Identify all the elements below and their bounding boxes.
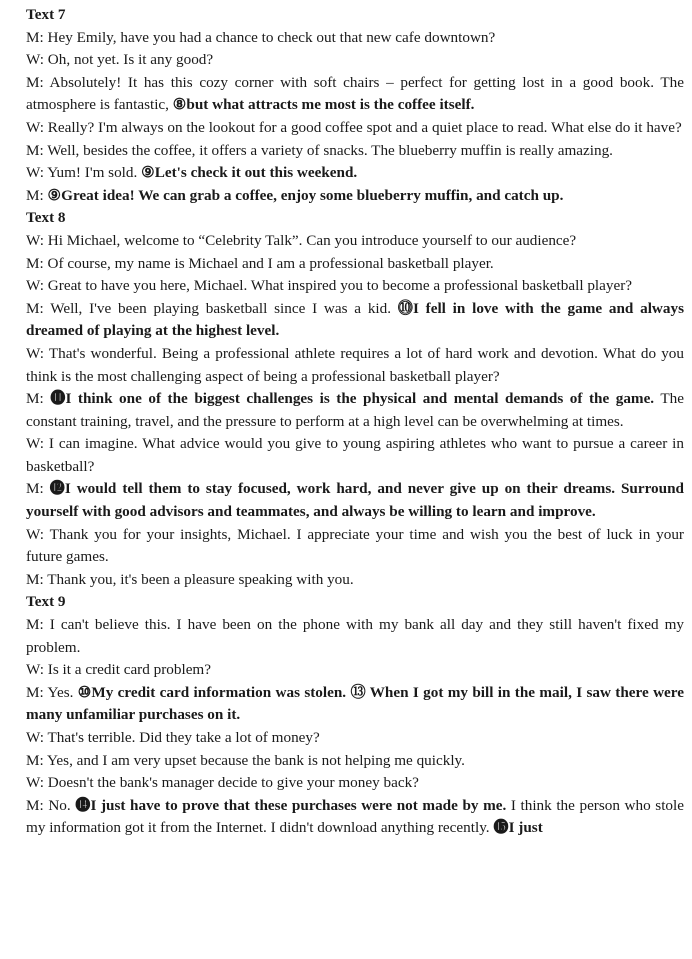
highlighted-answer: Great idea! We can grab a coffee, enjoy some blueberry muffin, and catch up. — [61, 186, 564, 204]
dialogue-line: M: Yes, and I am very upset because the bank is not helping me quickly. — [26, 751, 465, 769]
dialogue-line: M: Absolutely! It has this cozy corner with soft chairs – perfect for getting lost in a good book. The atmosphere is fantastic, ⑧but what attracts me most is the coffee itself. — [26, 72, 684, 117]
section-heading-text9: Text 9 — [26, 593, 66, 611]
dialogue-line: W: Yum! I'm sold. ⑨Let's check it out this weekend. — [26, 162, 684, 185]
document-page — [26, 4, 684, 840]
question-marker: ⓯ — [493, 819, 509, 837]
dialogue-line: W: Thank you for your insights, Michael. I appreciate your time and wish you the best of luck in your future games. — [26, 525, 684, 566]
dialogue-line: W: That's wonderful. Being a professional athlete requires a lot of hard work and devotion. What do you think is the most challenging aspect of being a professional basketball player? — [26, 344, 684, 385]
highlighted-answer: I fell in love with the game and always dreamed of playing at the highest level. — [26, 299, 684, 340]
highlighted-answer: I just have to prove that these purchases were not made by me. — [90, 796, 507, 814]
dialogue-line: M: Well, besides the coffee, it offers a variety of snacks. The blueberry muffin is really amazing. — [26, 141, 613, 159]
question-marker: ⑬ — [350, 683, 366, 701]
question-marker: ⓮ — [75, 796, 91, 814]
highlighted-answer: I think one of the biggest challenges is the physical and mental demands of the game. — [65, 390, 655, 408]
question-marker: ⑧ — [172, 96, 187, 114]
dialogue-line: M: I can't believe this. I have been on the phone with my bank all day and they still haven't fixed my problem. — [26, 616, 684, 656]
question-marker: ⑩ — [77, 683, 92, 701]
dialogue-line: W: Is it a credit card problem? — [26, 661, 211, 679]
highlighted-answer: Let's check it out this weekend. — [154, 164, 358, 182]
dialogue-line: M: No. ⓮I just have to prove that these purchases were not made by me. I think the person who stole my information got it from the Internet. I didn't download anything recently. ⓯I just — [26, 795, 684, 840]
dialogue-line: M: ⓫I think one of the biggest challenges is the physical and mental demands of the game. The constant training, travel, and the pressure to perform at a high level can be overwhelming at times. — [26, 390, 684, 430]
section-heading-text7: Text 7 — [26, 6, 66, 23]
dialogue-line: M: Thank you, it's been a pleasure speaking with you. — [26, 570, 354, 588]
dialogue-line: M: Of course, my name is Michael and I am a professional basketball player. — [26, 254, 494, 272]
dialogue-line: W: Great to have you here, Michael. What inspired you to become a professional basketball player? — [26, 277, 633, 295]
dialogue-line: M: ⑨Great idea! We can grab a coffee, enjoy some blueberry muffin, and catch up. — [26, 185, 684, 208]
dialogue-line: W: That's terrible. Did they take a lot of money? — [26, 729, 320, 746]
dialogue-line: W: Doesn't the bank's manager decide to give your money back? — [26, 774, 419, 792]
dialogue-line: W: Really? I'm always on the lookout for a good coffee spot and a quiet place to read. What else do it have? — [26, 118, 682, 136]
dialogue-line: M: Yes. ⑩My credit card information was stolen. ⑬ When I got my bill in the mail, I saw there were many unfamiliar purchases on it. — [26, 683, 685, 724]
question-marker: ⑨ — [141, 164, 155, 182]
dialogue-line: W: I can imagine. What advice would you give to young aspiring athletes who want to pursue a career in basketball? — [26, 435, 684, 475]
dialogue-line: M: ⓬I would tell them to stay focused, work hard, and never give up on their dreams. Surround yourself with good advisors and teammates, and always be willing to learn and improve. — [26, 480, 684, 521]
highlighted-answer: I would tell them to stay focused, work hard, and never give up on their dreams. Surround yourself with good advisors and teammates, and always be willing to learn and improve. — [26, 480, 684, 521]
highlighted-answer: I just — [508, 819, 543, 837]
question-marker: ⓬ — [49, 480, 65, 498]
dialogue-line: W: Hi Michael, welcome to “Celebrity Talk”. Can you introduce yourself to our audience? — [26, 231, 577, 249]
highlighted-answer: When I got my bill in the mail, I saw there were many unfamiliar purchases on it. — [26, 683, 685, 724]
highlighted-answer: My credit card information was stolen. — [91, 683, 347, 701]
question-marker: ⑨ — [47, 186, 62, 204]
question-marker: ⓫ — [50, 390, 66, 408]
section-heading-text8: Text 8 — [26, 209, 66, 227]
question-marker: ⓾ — [397, 299, 413, 317]
dialogue-line: W: Oh, not yet. Is it any good? — [26, 51, 214, 69]
dialogue-line: M: Hey Emily, have you had a chance to check out that new cafe downtown? — [26, 28, 496, 46]
dialogue-line: M: Well, I've been playing basketball since I was a kid. ⓾I fell in love with the game and always dreamed of playing at the highest level. — [26, 299, 684, 340]
highlighted-answer: but what attracts me most is the coffee itself. — [186, 96, 475, 114]
